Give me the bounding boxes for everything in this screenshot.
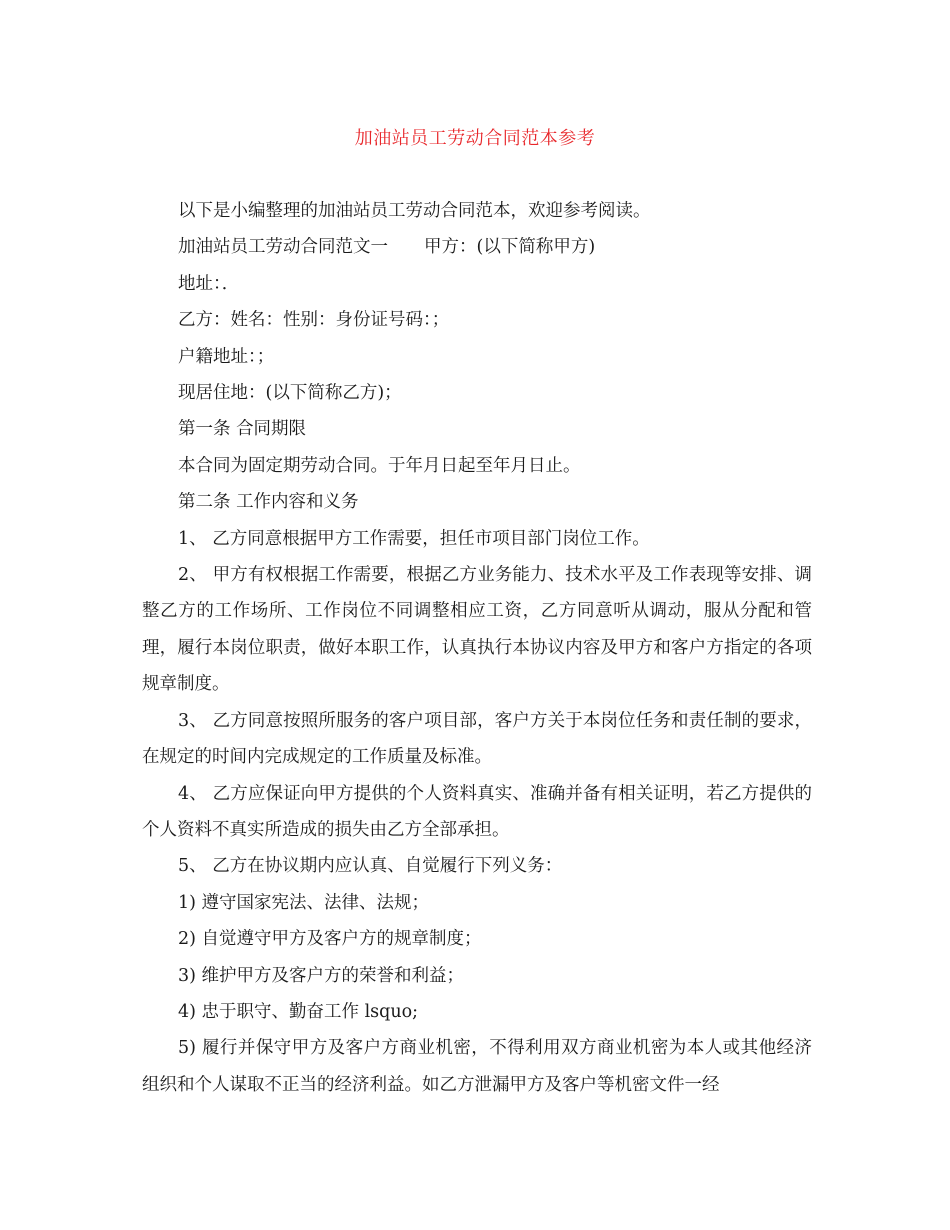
paragraph-item-3: 3、 乙方同意按照所服务的客户项目部，客户方关于本岗位任务和责任制的要求，在规定的时间内完成规定的工作质量及标准。 [142,710,812,768]
paragraph-item-1: 1、 乙方同意根据甲方工作需要，担任市项目部门岗位工作。 [178,528,650,549]
paragraph-contract-heading [142,229,812,265]
paragraph-current-address: 现居住地：(以下简称乙方)； [178,383,402,404]
paragraph-duty-1: 1) 遵守国家宪法、法律、法规； [178,892,430,913]
contract-sample-label: 加油站员工劳动合同范文一 [178,237,388,258]
document-body [142,193,812,1103]
paragraph-duty-5: 5) 履行并保守甲方及客户方商业机密，不得利用双方商业机密为本人或其他经济组织和个人谋取不正当的经济利益。如乙方泄漏甲方及客户等机密文件一经 [142,1038,812,1095]
document-title: 加油站员工劳动合同范本参考 [354,128,596,149]
paragraph-item-5: 5、 乙方在协议期内应认真、自觉履行下列义务： [178,856,563,877]
paragraph-household-address: 户籍地址：； [178,346,275,367]
paragraph-article-1-heading: 第一条 合同期限 [178,419,307,440]
paragraph-intro: 以下是小编整理的加油站员工劳动合同范本，欢迎参考阅读。 [178,201,651,221]
paragraph-duty-4: 4) 忠于职守、勤奋工作 lsquo; [178,1001,419,1022]
paragraph-article-2-heading: 第二条 工作内容和义务 [178,492,359,513]
paragraph-address: 地址：． [178,273,240,294]
paragraph-item-4: 4、 乙方应保证向甲方提供的个人资料真实、准确并备有相关证明，若乙方提供的个人资料不真实所造成的损失由乙方全部承担。 [142,783,812,840]
paragraph-article-1-body: 本合同为固定期劳动合同。于年月日起至年月日止。 [178,455,581,476]
party-a-label: 甲方：(以下简称甲方) [424,237,596,258]
paragraph-duty-3: 3) 维护甲方及客户方的荣誉和利益； [178,965,465,986]
paragraph-item-2: 2、 甲方有权根据工作需要，根据乙方业务能力、技术水平及工作表现等安排、调整乙方的工作场所、工作岗位不同调整相应工资，乙方同意听从调动，服从分配和管理，履行本岗位职责，做好本职工作，认真执行本协议内容及甲方和客户方指定的各项规章制度。 [142,565,812,695]
paragraph-party-b: 乙方：姓名：性别：身份证号码：； [178,310,450,331]
paragraph-duty-2: 2) 自觉遵守甲方及客户方的规章制度； [178,929,482,950]
